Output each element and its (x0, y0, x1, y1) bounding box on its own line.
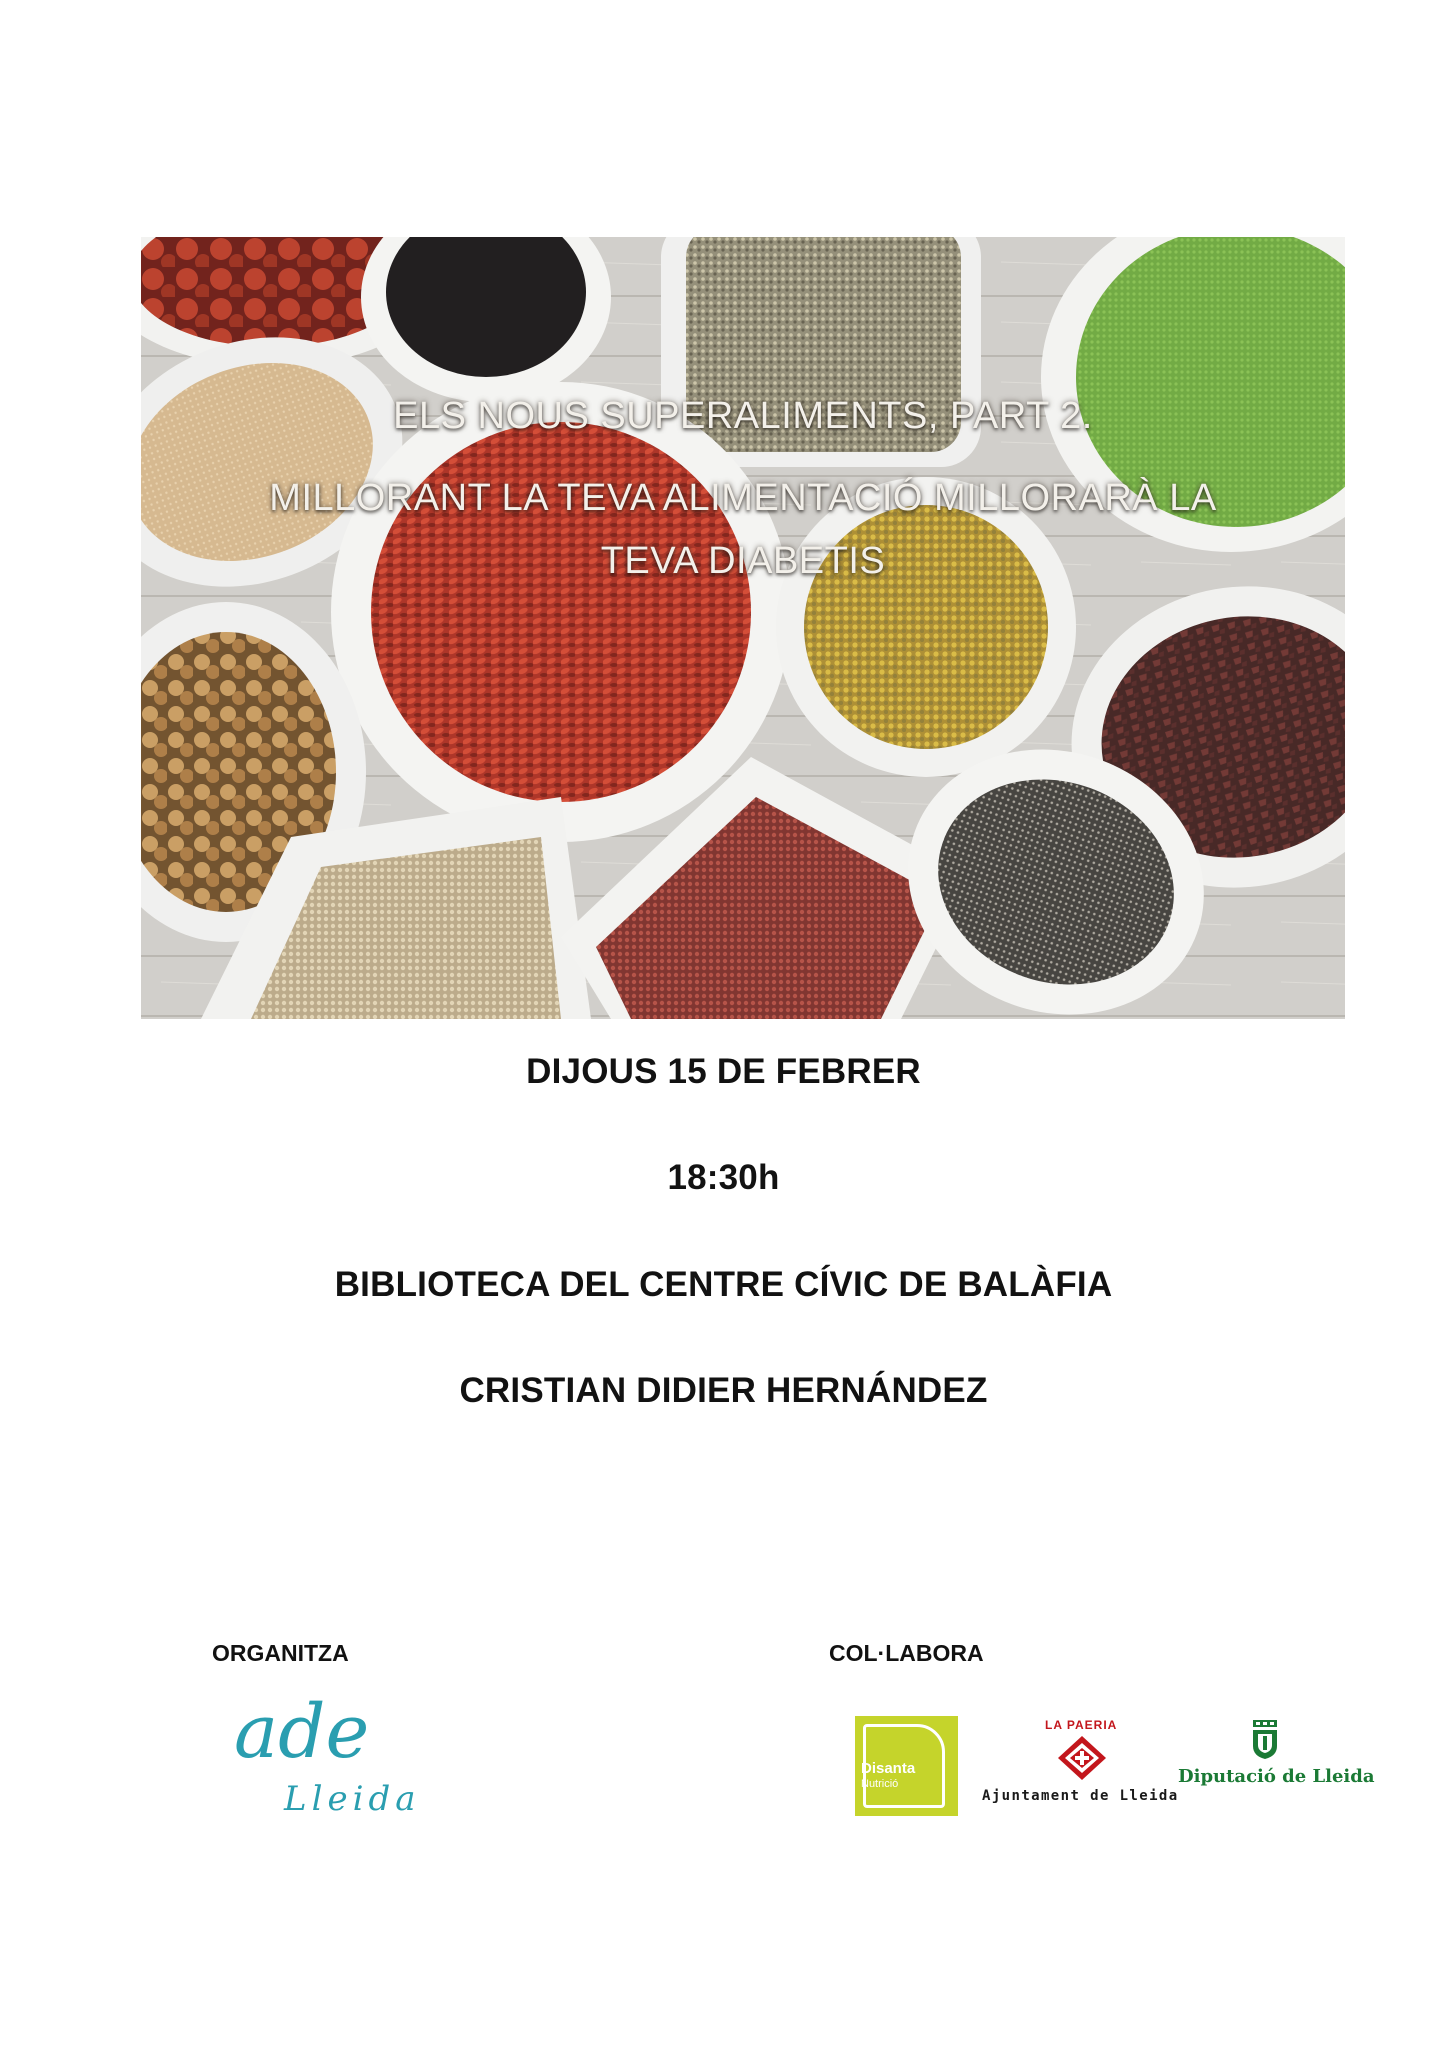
diputacio-shield-icon (1250, 1720, 1280, 1760)
event-time: 18:30h (667, 1158, 780, 1197)
paeria-emblem-icon (1057, 1735, 1107, 1781)
event-speaker: CRISTIAN DIDIER HERNÁNDEZ (459, 1371, 988, 1410)
ade-logo-subtitle: Lleida (284, 1779, 421, 1819)
hero-title-line-3: TEVA DIABETIS (600, 540, 886, 582)
organitza-label: ORGANITZA (212, 1640, 349, 1666)
paeria-logo (982, 1718, 1179, 1808)
paeria-logo-top-text: LA PAERIA (1045, 1718, 1118, 1732)
disanta-logo-name: Disanta (861, 1760, 916, 1777)
ade-lleida-logo (232, 1689, 421, 1830)
colabora-label: COL·LABORA (829, 1640, 984, 1666)
disanta-logo-subtitle: Nutrició (861, 1778, 899, 1790)
superfoods-bowls-illustration (141, 237, 1345, 1019)
event-place: BIBLIOTECA DEL CENTRE CÍVIC DE BALÀFIA (334, 1265, 1113, 1304)
ade-logo-wordmark: ade (234, 1689, 370, 1775)
superfoods-photo (141, 237, 1345, 1019)
hero-title-line-2: MILLORANT LA TEVA ALIMENTACIÓ MILLORARÀ LA (269, 477, 1217, 519)
disanta-nutricio-logo (855, 1716, 958, 1816)
diputacio-lleida-logo (1178, 1720, 1375, 1810)
hero-title-line-1: ELS NOUS SUPERALIMENTS, PART 2. (393, 395, 1093, 437)
event-date: DIJOUS 15 DE FEBRER (526, 1052, 921, 1091)
paeria-logo-name: Ajuntament de Lleida (982, 1788, 1179, 1804)
diputacio-logo-name: Diputació de Lleida (1178, 1766, 1375, 1787)
